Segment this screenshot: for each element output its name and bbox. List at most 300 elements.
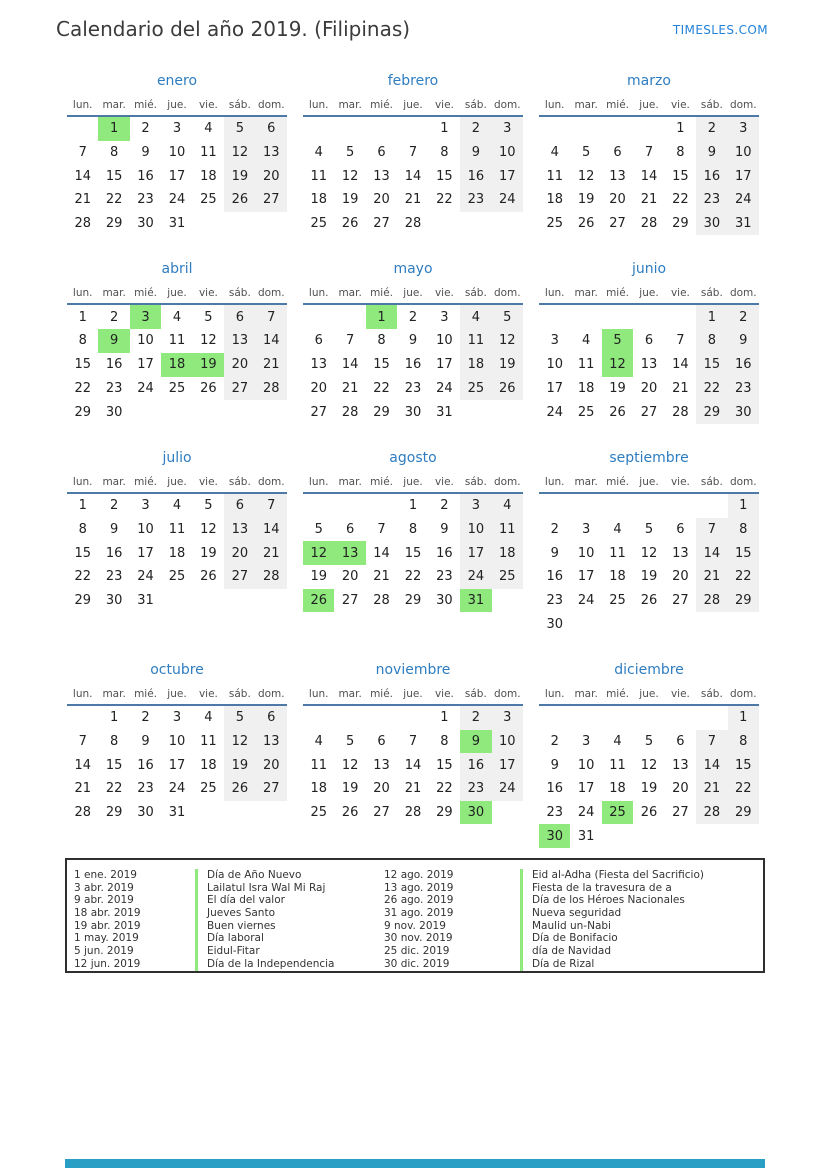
legend-column-right — [384, 869, 763, 971]
day-cell: 7 — [408, 734, 418, 750]
day-cell: 15 — [404, 545, 422, 561]
day-cell: 17 — [436, 357, 453, 373]
weekday-label: vie. — [198, 287, 218, 300]
day-cell: 12 — [200, 521, 217, 537]
empty-cell — [539, 494, 570, 518]
day-cell: 26 — [341, 805, 359, 821]
weekday-header — [539, 286, 759, 300]
day-cell: 7 — [696, 730, 727, 754]
day-grid — [303, 117, 523, 235]
day-cell: 6 — [676, 521, 685, 537]
weekday-label: dom. — [493, 475, 521, 488]
day-cell: 19 — [310, 569, 327, 585]
legend-holiday-name: día de Navidad — [520, 945, 763, 958]
day-cell: 24 — [137, 569, 154, 585]
weekday-label: mié. — [134, 475, 158, 488]
day-cell: 29 — [74, 592, 91, 608]
day-cell: 19 — [224, 164, 255, 188]
day-cell: 29 — [105, 216, 123, 232]
day-cell: 14 — [74, 757, 91, 773]
day-cell: 13 — [256, 141, 287, 165]
day-cell: 20 — [256, 164, 287, 188]
day-cell: 2 — [408, 309, 418, 325]
day-cell: 13 — [672, 757, 689, 773]
day-cell: 21 — [373, 569, 390, 585]
day-cell: 24 — [168, 192, 186, 208]
day-cell: 14 — [672, 357, 689, 373]
day-cell: 4 — [613, 521, 622, 537]
legend-date: 12 ago. 2019 — [384, 869, 454, 881]
day-cell: 18 — [577, 380, 595, 396]
day-cell: 2 — [141, 710, 150, 726]
empty-cell — [334, 117, 365, 141]
weekday-label: vie. — [434, 475, 454, 488]
day-cell: 3 — [172, 121, 182, 137]
day-cell: 6 — [345, 521, 355, 537]
day-cell: 14 — [256, 329, 287, 353]
day-cell: 26 — [200, 569, 217, 585]
day-cell: 16 — [105, 357, 123, 373]
empty-cell — [303, 305, 334, 329]
day-cell: 17 — [168, 168, 186, 184]
day-cell: 27 — [341, 592, 359, 608]
day-cell: 16 — [436, 545, 453, 561]
day-cell: 24 — [137, 380, 154, 396]
day-cell: 9 — [728, 329, 759, 353]
day-cell: 27 — [256, 188, 287, 212]
day-cell: 21 — [256, 353, 287, 377]
day-cell: 7 — [256, 305, 287, 329]
legend-holiday-name: Día de la Independencia — [195, 958, 384, 971]
weekday-header — [539, 475, 759, 489]
day-cell: 16 — [137, 757, 154, 773]
day-cell: 27 — [609, 216, 626, 232]
month-title: septiembre — [609, 449, 689, 466]
day-cell: 21 — [696, 565, 727, 589]
day-cell: 2 — [109, 498, 119, 514]
weekday-header — [67, 687, 287, 701]
day-cell: 20 — [373, 781, 390, 797]
day-cell: 25 — [577, 404, 595, 420]
holiday-day-cell: 31 — [460, 589, 491, 613]
day-cell: 5 — [345, 734, 355, 750]
day-cell: 17 — [168, 757, 186, 773]
day-cell: 22 — [404, 569, 422, 585]
page-title: Calendario del año 2019. (Filipinas) — [56, 17, 411, 41]
weekday-header — [303, 98, 523, 112]
day-cell: 8 — [728, 730, 759, 754]
day-cell: 7 — [377, 521, 386, 537]
weekday-label: vie. — [434, 688, 454, 700]
day-cell: 13 — [609, 168, 626, 184]
day-cell: 20 — [310, 380, 327, 396]
day-cell: 26 — [341, 216, 359, 232]
month-septiembre — [539, 449, 759, 636]
page-header — [56, 16, 768, 42]
month-noviembre — [303, 661, 523, 824]
day-cell: 30 — [728, 400, 759, 424]
month-abril — [67, 260, 287, 423]
day-cell: 29 — [74, 404, 91, 420]
day-cell: 20 — [224, 541, 255, 565]
day-cell: 16 — [460, 753, 491, 777]
day-cell: 13 — [373, 757, 390, 773]
day-grid — [539, 494, 759, 636]
day-cell: 4 — [314, 145, 323, 161]
day-cell: 30 — [404, 404, 422, 420]
day-cell: 28 — [74, 216, 91, 232]
weekday-label: mar. — [102, 475, 126, 488]
empty-cell — [696, 706, 727, 730]
day-cell: 26 — [640, 805, 658, 821]
weekday-label: dom. — [729, 99, 757, 111]
empty-cell — [602, 117, 633, 141]
day-cell: 15 — [373, 357, 390, 373]
day-cell: 23 — [404, 380, 422, 396]
day-cell: 10 — [492, 730, 523, 754]
empty-cell — [366, 117, 397, 141]
day-cell: 4 — [550, 145, 559, 161]
day-grid — [539, 706, 759, 848]
weekday-label: vie. — [670, 475, 690, 488]
day-cell: 2 — [728, 305, 759, 329]
month-mayo — [303, 260, 523, 423]
day-cell: 24 — [460, 565, 491, 589]
day-cell: 5 — [644, 521, 654, 537]
weekday-label: lun. — [72, 99, 93, 111]
weekday-label: mié. — [134, 287, 158, 300]
month-octubre — [67, 661, 287, 824]
empty-cell — [570, 305, 601, 329]
holiday-day-cell: 9 — [98, 329, 129, 353]
day-cell: 26 — [492, 377, 523, 401]
legend-date: 30 dic. 2019 — [384, 957, 450, 970]
legend-column-left — [74, 869, 384, 971]
day-cell: 17 — [577, 569, 595, 585]
legend-date: 26 ago. 2019 — [384, 894, 454, 907]
day-cell: 13 — [310, 357, 327, 373]
day-cell: 31 — [436, 404, 453, 420]
empty-cell — [303, 494, 334, 518]
day-cell: 19 — [224, 753, 255, 777]
day-cell: 10 — [492, 141, 523, 165]
weekday-label: vie. — [198, 99, 218, 111]
weekday-label: mié. — [606, 287, 630, 300]
day-cell: 10 — [728, 141, 759, 165]
day-cell: 15 — [105, 757, 123, 773]
weekday-label: lun. — [308, 287, 329, 300]
day-cell: 23 — [105, 380, 123, 396]
day-cell: 4 — [492, 494, 523, 518]
weekday-label: mié. — [370, 688, 394, 700]
weekday-label: jue. — [167, 688, 187, 700]
weekday-label: mar. — [338, 688, 362, 700]
day-cell: 23 — [546, 805, 563, 821]
weekday-label: jue. — [639, 475, 659, 488]
day-cell: 10 — [137, 333, 154, 349]
weekday-label: sáb. — [464, 99, 487, 111]
day-cell: 30 — [696, 212, 727, 236]
day-cell: 3 — [172, 710, 182, 726]
day-cell: 23 — [105, 569, 123, 585]
day-cell: 19 — [200, 545, 217, 561]
holiday-day-cell: 3 — [130, 305, 161, 329]
weekday-header — [303, 687, 523, 701]
day-cell: 28 — [696, 801, 727, 825]
weekday-label: dom. — [493, 287, 521, 300]
day-cell: 10 — [137, 521, 154, 537]
day-cell: 23 — [436, 569, 453, 585]
site-link[interactable]: TIMESLES.COM — [672, 23, 768, 37]
day-cell: 24 — [168, 781, 186, 797]
day-cell: 1 — [440, 710, 449, 726]
day-cell: 17 — [492, 753, 523, 777]
month-title: abril — [161, 261, 193, 278]
day-cell: 30 — [105, 404, 123, 420]
weekday-label: jue. — [639, 688, 659, 700]
day-cell: 3 — [141, 498, 150, 514]
day-cell: 5 — [314, 521, 323, 537]
day-grid — [303, 305, 523, 423]
weekday-label: mar. — [574, 475, 598, 488]
day-cell: 14 — [640, 168, 658, 184]
day-cell: 12 — [640, 757, 658, 773]
day-cell: 16 — [546, 569, 563, 585]
day-cell: 22 — [105, 781, 123, 797]
weekday-label: sáb. — [700, 287, 723, 300]
empty-cell — [570, 706, 601, 730]
month-diciembre — [539, 661, 759, 848]
day-cell: 28 — [404, 216, 422, 232]
day-cell: 26 — [224, 188, 255, 212]
day-cell: 23 — [546, 592, 563, 608]
weekday-label: mar. — [338, 99, 362, 111]
holiday-day-cell: 18 — [161, 353, 192, 377]
day-cell: 16 — [728, 353, 759, 377]
weekday-label: mar. — [338, 287, 362, 300]
weekday-label: vie. — [434, 99, 454, 111]
weekday-label: lun. — [308, 688, 329, 700]
day-cell: 19 — [640, 781, 658, 797]
legend-date: 18 abr. 2019 — [74, 907, 141, 920]
day-cell: 10 — [546, 357, 563, 373]
day-cell: 11 — [200, 734, 217, 750]
weekday-label: mié. — [370, 475, 394, 488]
day-cell: 18 — [609, 569, 626, 585]
day-cell: 11 — [492, 518, 523, 542]
day-cell: 2 — [550, 521, 559, 537]
empty-cell — [539, 706, 570, 730]
weekday-label: dom. — [257, 287, 285, 300]
day-cell: 27 — [640, 404, 658, 420]
empty-cell — [633, 117, 664, 141]
day-cell: 21 — [256, 541, 287, 565]
day-cell: 14 — [341, 357, 359, 373]
day-cell: 2 — [460, 706, 491, 730]
day-cell: 3 — [492, 117, 523, 141]
day-cell: 1 — [676, 121, 685, 137]
day-cell: 1 — [696, 305, 727, 329]
day-cell: 29 — [696, 400, 727, 424]
day-cell: 27 — [672, 805, 689, 821]
weekday-label: jue. — [639, 99, 659, 111]
day-cell: 20 — [672, 569, 689, 585]
legend-holiday-name: Lailatul Isra Wal Mi Raj — [195, 882, 384, 895]
day-cell: 18 — [460, 353, 491, 377]
weekday-header — [539, 98, 759, 112]
day-cell: 24 — [546, 404, 563, 420]
day-cell: 11 — [310, 757, 327, 773]
month-febrero — [303, 72, 523, 235]
month-title: julio — [162, 449, 192, 466]
day-cell: 27 — [224, 377, 255, 401]
day-cell: 20 — [640, 380, 658, 396]
day-cell: 28 — [640, 216, 658, 232]
day-cell: 4 — [460, 305, 491, 329]
legend-date: 9 nov. 2019 — [384, 919, 446, 932]
day-cell: 12 — [640, 545, 658, 561]
weekday-header — [67, 286, 287, 300]
legend-holiday-name: El día del valor — [195, 894, 384, 907]
weekday-label: sáb. — [700, 688, 723, 700]
day-cell: 15 — [728, 541, 759, 565]
day-cell: 22 — [74, 569, 91, 585]
day-cell: 7 — [676, 333, 685, 349]
legend-date: 5 jun. 2019 — [74, 945, 134, 958]
weekday-header — [303, 286, 523, 300]
legend-holiday-name: Día de Rizal — [520, 958, 763, 971]
day-cell: 25 — [168, 569, 186, 585]
day-cell: 2 — [109, 309, 119, 325]
day-cell: 11 — [609, 757, 626, 773]
day-cell: 24 — [577, 592, 595, 608]
weekday-label: mar. — [102, 287, 126, 300]
day-cell: 12 — [341, 757, 359, 773]
empty-cell — [334, 706, 365, 730]
weekday-label: dom. — [493, 99, 521, 111]
weekday-label: mar. — [102, 99, 126, 111]
day-cell: 11 — [168, 333, 186, 349]
day-cell: 22 — [672, 192, 689, 208]
empty-cell — [665, 706, 696, 730]
day-grid — [303, 494, 523, 612]
month-title: mayo — [393, 261, 433, 278]
day-cell: 30 — [137, 216, 154, 232]
month-title: junio — [631, 261, 667, 278]
day-cell: 4 — [613, 734, 622, 750]
day-cell: 22 — [728, 777, 759, 801]
day-cell: 6 — [256, 117, 287, 141]
day-cell: 30 — [546, 616, 563, 632]
day-cell: 24 — [492, 188, 523, 212]
day-cell: 8 — [676, 145, 685, 161]
empty-cell — [602, 494, 633, 518]
day-cell: 9 — [141, 734, 150, 750]
day-cell: 3 — [728, 117, 759, 141]
legend-date: 25 dic. 2019 — [384, 945, 450, 958]
day-cell: 3 — [550, 333, 559, 349]
day-cell: 28 — [256, 377, 287, 401]
legend-date: 12 jun. 2019 — [74, 957, 141, 970]
day-cell: 25 — [546, 216, 563, 232]
month-title: noviembre — [375, 662, 451, 678]
day-cell: 6 — [613, 145, 622, 161]
day-cell: 2 — [141, 121, 150, 137]
day-cell: 27 — [310, 404, 327, 420]
day-cell: 12 — [341, 168, 359, 184]
empty-cell — [334, 305, 365, 329]
weekday-label: mar. — [574, 688, 598, 700]
day-cell: 23 — [728, 377, 759, 401]
day-cell: 21 — [341, 380, 359, 396]
day-cell: 6 — [224, 494, 255, 518]
weekday-label: dom. — [493, 688, 521, 700]
day-cell: 25 — [609, 592, 626, 608]
day-cell: 28 — [696, 589, 727, 613]
day-cell: 17 — [492, 164, 523, 188]
day-cell: 22 — [105, 192, 123, 208]
holiday-day-cell: 30 — [460, 801, 491, 825]
day-cell: 15 — [74, 545, 91, 561]
day-cell: 15 — [672, 168, 689, 184]
day-cell: 12 — [200, 333, 217, 349]
weekday-label: jue. — [167, 99, 187, 111]
holiday-day-cell: 25 — [602, 801, 633, 825]
weekday-header — [539, 687, 759, 701]
empty-cell — [67, 706, 98, 730]
weekday-label: sáb. — [464, 475, 487, 488]
day-cell: 14 — [696, 753, 727, 777]
weekday-label: jue. — [167, 287, 187, 300]
day-cell: 21 — [640, 192, 658, 208]
day-cell: 12 — [224, 730, 255, 754]
day-cell: 14 — [256, 518, 287, 542]
weekday-label: mié. — [606, 99, 630, 111]
weekday-label: lun. — [72, 475, 93, 488]
day-cell: 1 — [78, 498, 87, 514]
day-cell: 8 — [377, 333, 386, 349]
day-cell: 15 — [436, 168, 453, 184]
weekday-label: mar. — [574, 99, 598, 111]
legend-holiday-name: Maulid un-Nabi — [520, 920, 763, 933]
weekday-label: lun. — [544, 688, 565, 700]
day-cell: 10 — [577, 545, 595, 561]
legend-holiday-name: Día de Bonifacio — [520, 932, 763, 945]
day-cell: 1 — [78, 309, 87, 325]
empty-cell — [633, 706, 664, 730]
day-cell: 8 — [109, 734, 119, 750]
weekday-label: lun. — [544, 287, 565, 300]
day-cell: 20 — [373, 192, 390, 208]
day-cell: 26 — [609, 404, 626, 420]
weekday-label: mié. — [606, 688, 630, 700]
day-cell: 27 — [373, 805, 390, 821]
day-cell: 21 — [696, 777, 727, 801]
day-cell: 24 — [492, 777, 523, 801]
legend-date: 13 ago. 2019 — [384, 881, 454, 894]
holiday-day-cell: 13 — [334, 541, 365, 565]
day-cell: 8 — [440, 145, 449, 161]
empty-cell — [665, 494, 696, 518]
month-title: febrero — [387, 73, 439, 89]
day-cell: 19 — [341, 781, 359, 797]
day-cell: 14 — [74, 168, 91, 184]
day-cell: 1 — [728, 494, 759, 518]
day-cell: 2 — [550, 734, 559, 750]
day-cell: 7 — [644, 145, 654, 161]
day-cell: 9 — [460, 141, 491, 165]
day-cell: 29 — [672, 216, 689, 232]
